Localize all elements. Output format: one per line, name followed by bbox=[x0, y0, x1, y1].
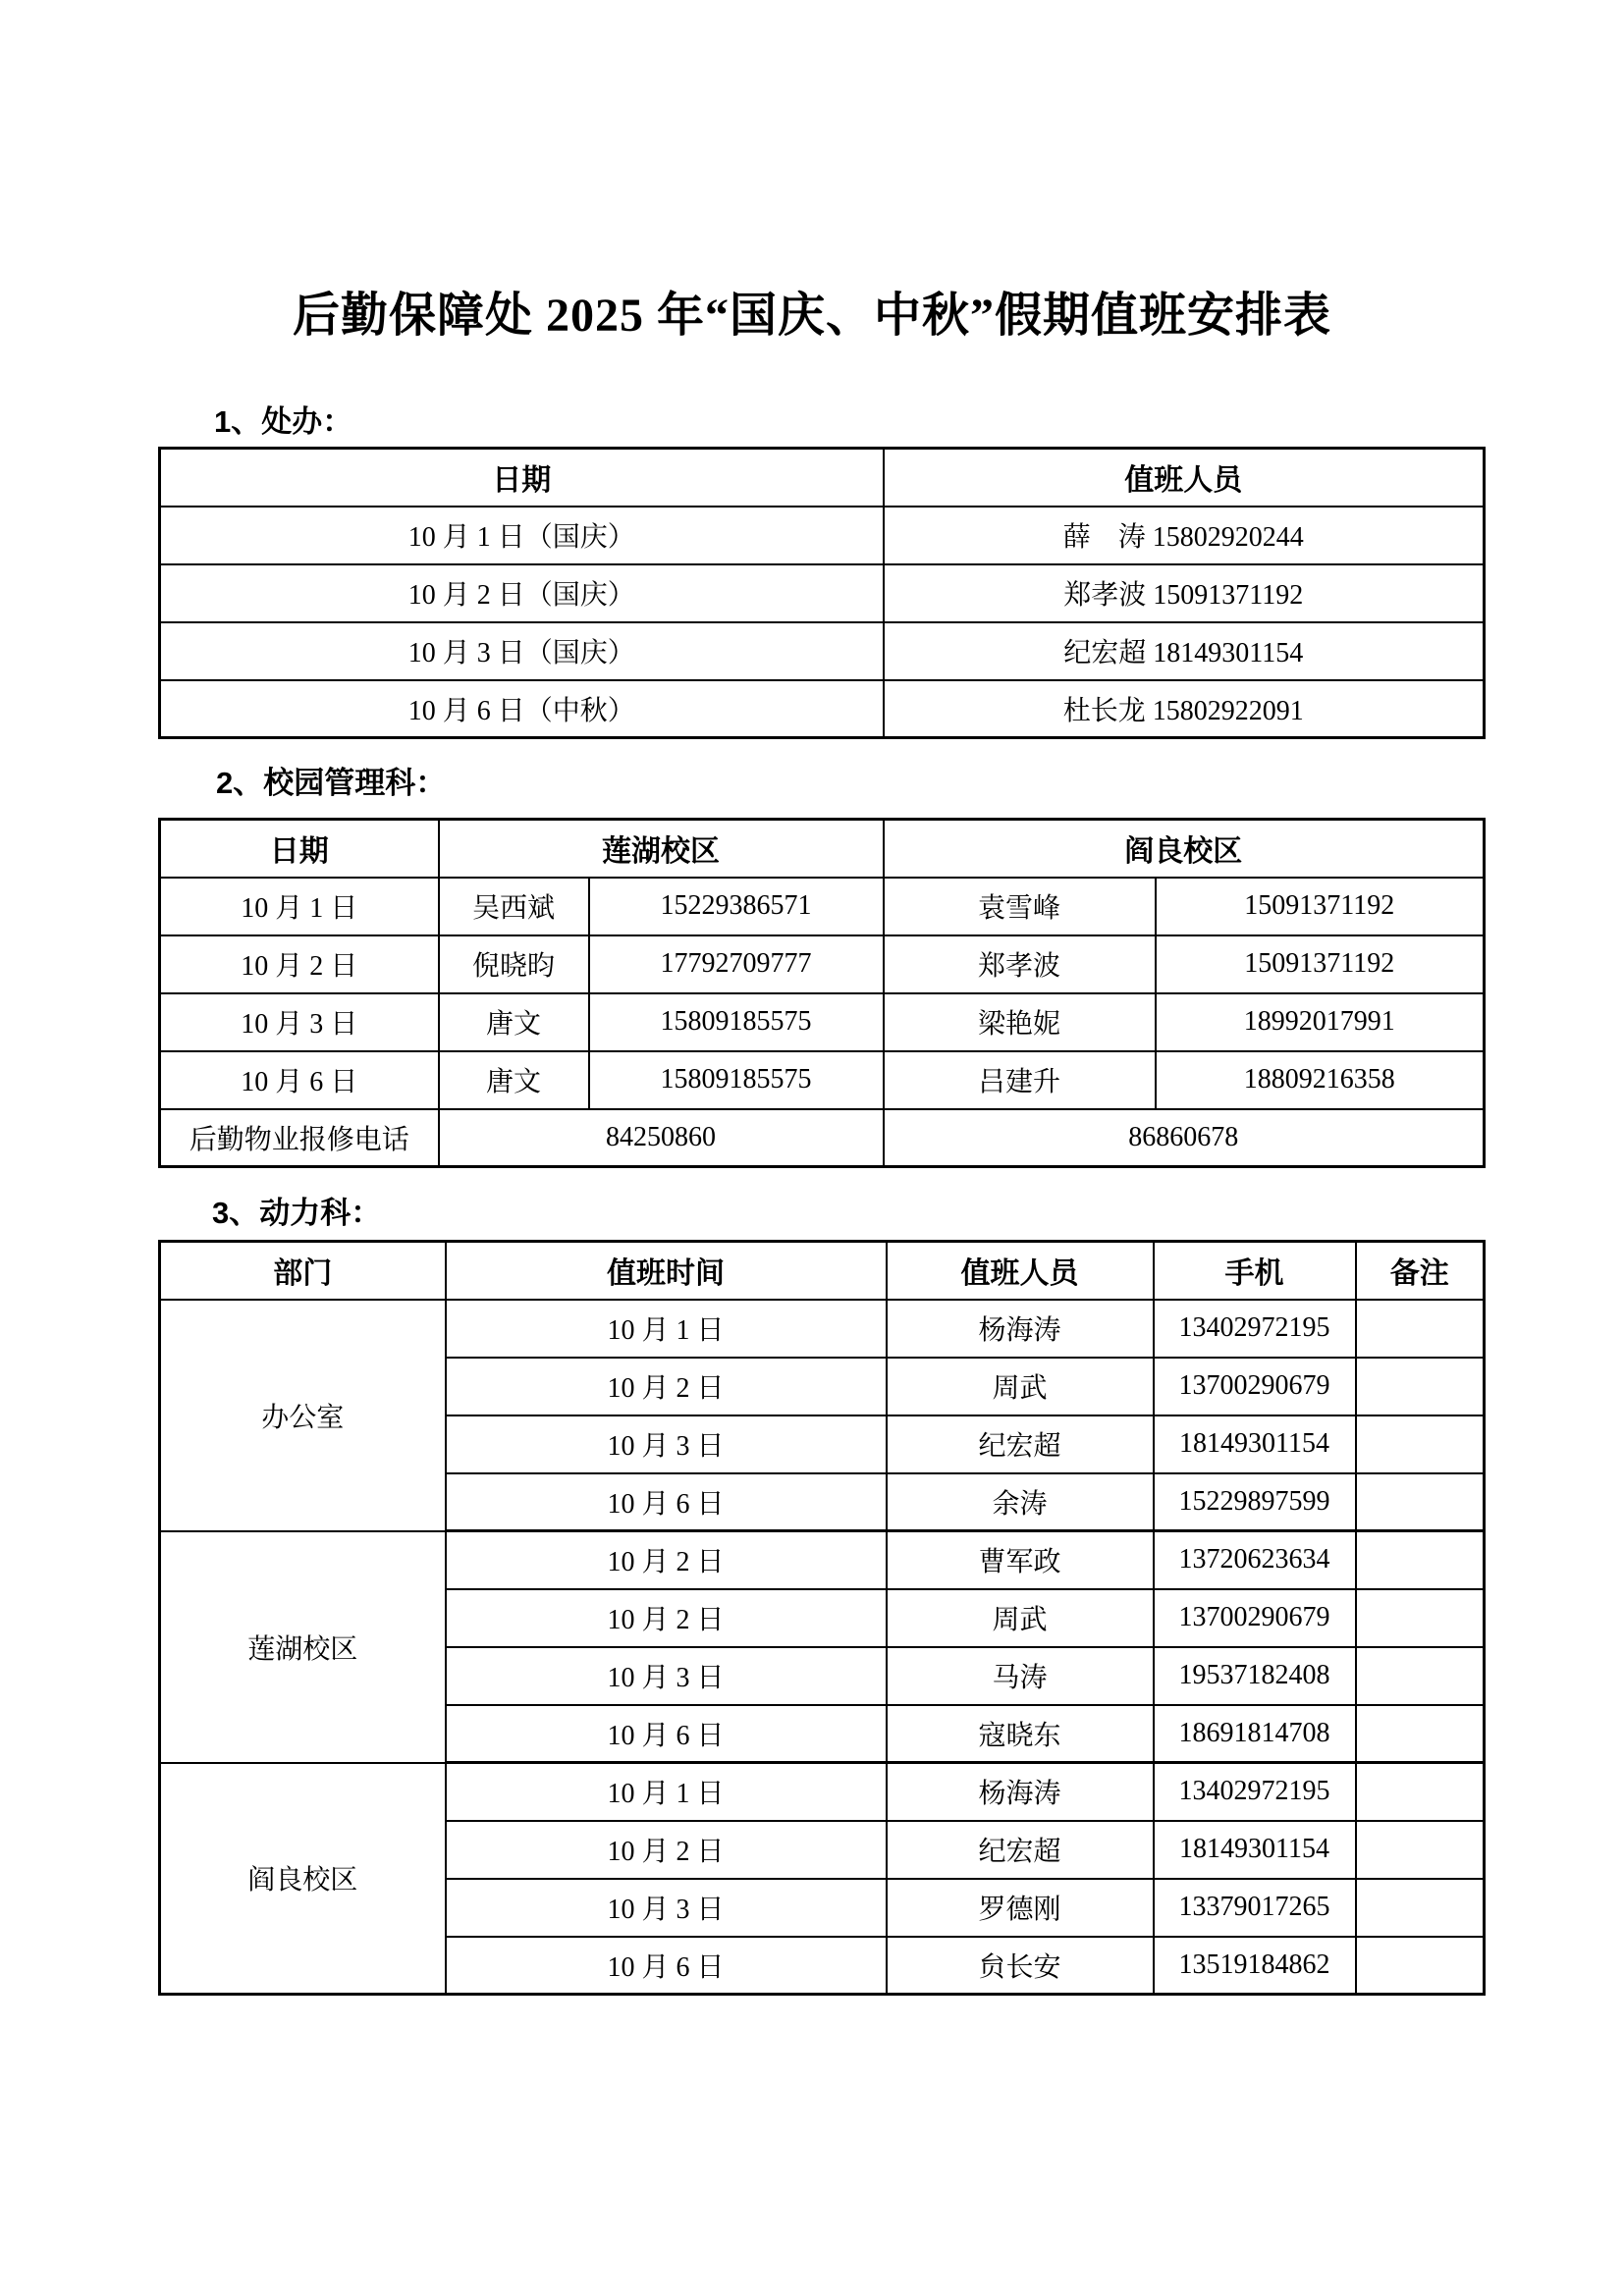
header-duty-person: 值班人员 bbox=[884, 449, 1485, 507]
date-cell: 10 月 3 日 bbox=[446, 1879, 887, 1937]
repair-hotline-row bbox=[160, 1109, 1485, 1167]
section-1-heading: 1、处办： bbox=[214, 404, 353, 439]
person-cell: 吕建升 bbox=[884, 1051, 1156, 1109]
header-yanliang-campus: 阎良校区 bbox=[884, 820, 1485, 878]
date-cell: 10 月 2 日 bbox=[160, 935, 439, 993]
remark-cell bbox=[1356, 1879, 1485, 1937]
office-duty-table bbox=[158, 447, 1486, 739]
header-duty-time: 值班时间 bbox=[446, 1242, 887, 1300]
table-row bbox=[160, 1300, 1485, 1358]
person-cell: 杨海涛 bbox=[887, 1300, 1154, 1358]
person-cell: 曹军政 bbox=[887, 1531, 1154, 1589]
phone-cell: 13700290679 bbox=[1154, 1589, 1356, 1647]
date-cell: 10 月 2 日 bbox=[446, 1358, 887, 1415]
date-cell: 10 月 2 日（国庆） bbox=[160, 564, 884, 622]
person-cell: 纪宏超 bbox=[887, 1415, 1154, 1473]
date-cell: 10 月 3 日 bbox=[160, 993, 439, 1051]
power-section-table bbox=[158, 1240, 1486, 1996]
phone-cell: 18809216358 bbox=[1156, 1051, 1485, 1109]
date-cell: 10 月 1 日（国庆） bbox=[160, 507, 884, 564]
person-phone-cell: 薛 涛 15802920244 bbox=[884, 507, 1485, 564]
header-lianhu-campus: 莲湖校区 bbox=[439, 820, 884, 878]
person-cell: 梁艳妮 bbox=[884, 993, 1156, 1051]
phone-cell: 18149301154 bbox=[1154, 1821, 1356, 1879]
phone-cell: 15809185575 bbox=[589, 1051, 884, 1109]
person-cell: 倪晓昀 bbox=[439, 935, 589, 993]
remark-cell bbox=[1356, 1705, 1485, 1763]
remark-cell bbox=[1356, 1358, 1485, 1415]
person-cell: 马涛 bbox=[887, 1647, 1154, 1705]
table-row bbox=[160, 993, 1485, 1051]
phone-cell: 18992017991 bbox=[1156, 993, 1485, 1051]
person-phone-cell: 郑孝波 15091371192 bbox=[884, 564, 1485, 622]
person-cell: 郑孝波 bbox=[884, 935, 1156, 993]
person-cell: 余涛 bbox=[887, 1473, 1154, 1531]
phone-cell: 15091371192 bbox=[1156, 935, 1485, 993]
table-header-row bbox=[160, 1242, 1485, 1300]
date-cell: 10 月 3 日（国庆） bbox=[160, 622, 884, 680]
table-header-row bbox=[160, 820, 1485, 878]
table-row bbox=[160, 935, 1485, 993]
date-cell: 10 月 1 日 bbox=[446, 1300, 887, 1358]
lianhu-hotline-cell: 84250860 bbox=[439, 1109, 884, 1167]
header-date: 日期 bbox=[160, 820, 439, 878]
phone-cell: 15809185575 bbox=[589, 993, 884, 1051]
date-cell: 10 月 2 日 bbox=[446, 1589, 887, 1647]
header-mobile: 手机 bbox=[1154, 1242, 1356, 1300]
yanliang-hotline-cell: 86860678 bbox=[884, 1109, 1485, 1167]
phone-cell: 13700290679 bbox=[1154, 1358, 1356, 1415]
person-cell: 罗德刚 bbox=[887, 1879, 1154, 1937]
remark-cell bbox=[1356, 1415, 1485, 1473]
phone-cell: 19537182408 bbox=[1154, 1647, 1356, 1705]
date-cell: 10 月 6 日 bbox=[446, 1937, 887, 1995]
document-title: 后勤保障处 2025 年“国庆、中秋”假期值班安排表 bbox=[292, 290, 1331, 342]
person-cell: 唐文 bbox=[439, 993, 589, 1051]
table-row bbox=[160, 507, 1485, 564]
phone-cell: 18149301154 bbox=[1154, 1415, 1356, 1473]
header-remark: 备注 bbox=[1356, 1242, 1485, 1300]
phone-cell: 17792709777 bbox=[589, 935, 884, 993]
person-cell: 纪宏超 bbox=[887, 1821, 1154, 1879]
date-cell: 10 月 6 日（中秋） bbox=[160, 680, 884, 738]
remark-cell bbox=[1356, 1589, 1485, 1647]
person-phone-cell: 杜长龙 15802922091 bbox=[884, 680, 1485, 738]
person-cell: 唐文 bbox=[439, 1051, 589, 1109]
section-2-heading: 2、校园管理科： bbox=[216, 766, 447, 800]
department-cell: 莲湖校区 bbox=[160, 1531, 446, 1763]
header-date: 日期 bbox=[160, 449, 884, 507]
phone-cell: 13402972195 bbox=[1154, 1763, 1356, 1821]
phone-cell: 15229897599 bbox=[1154, 1473, 1356, 1531]
phone-cell: 13379017265 bbox=[1154, 1879, 1356, 1937]
phone-cell: 15091371192 bbox=[1156, 878, 1485, 935]
remark-cell bbox=[1356, 1473, 1485, 1531]
header-department: 部门 bbox=[160, 1242, 446, 1300]
person-cell: 杨海涛 bbox=[887, 1763, 1154, 1821]
remark-cell bbox=[1356, 1531, 1485, 1589]
remark-cell bbox=[1356, 1763, 1485, 1821]
table-row bbox=[160, 622, 1485, 680]
repair-hotline-label: 后勤物业报修电话 bbox=[160, 1109, 439, 1167]
date-cell: 10 月 6 日 bbox=[160, 1051, 439, 1109]
person-cell: 吴西斌 bbox=[439, 878, 589, 935]
phone-cell: 15229386571 bbox=[589, 878, 884, 935]
date-cell: 10 月 1 日 bbox=[446, 1763, 887, 1821]
table-row bbox=[160, 564, 1485, 622]
person-cell: 周武 bbox=[887, 1358, 1154, 1415]
date-cell: 10 月 1 日 bbox=[160, 878, 439, 935]
department-cell: 办公室 bbox=[160, 1300, 446, 1531]
date-cell: 10 月 3 日 bbox=[446, 1647, 887, 1705]
campus-management-table bbox=[158, 818, 1486, 1168]
phone-cell: 13402972195 bbox=[1154, 1300, 1356, 1358]
date-cell: 10 月 6 日 bbox=[446, 1473, 887, 1531]
table-row bbox=[160, 1051, 1485, 1109]
date-cell: 10 月 6 日 bbox=[446, 1705, 887, 1763]
person-phone-cell: 纪宏超 18149301154 bbox=[884, 622, 1485, 680]
date-cell: 10 月 3 日 bbox=[446, 1415, 887, 1473]
phone-cell: 13720623634 bbox=[1154, 1531, 1356, 1589]
phone-cell: 18691814708 bbox=[1154, 1705, 1356, 1763]
header-duty-person: 值班人员 bbox=[887, 1242, 1154, 1300]
table-row bbox=[160, 1531, 1485, 1589]
person-cell: 周武 bbox=[887, 1589, 1154, 1647]
table-header-row bbox=[160, 449, 1485, 507]
date-cell: 10 月 2 日 bbox=[446, 1821, 887, 1879]
phone-cell: 13519184862 bbox=[1154, 1937, 1356, 1995]
table-row bbox=[160, 680, 1485, 738]
remark-cell bbox=[1356, 1821, 1485, 1879]
person-cell: 贠长安 bbox=[887, 1937, 1154, 1995]
date-cell: 10 月 2 日 bbox=[446, 1531, 887, 1589]
person-cell: 袁雪峰 bbox=[884, 878, 1156, 935]
remark-cell bbox=[1356, 1937, 1485, 1995]
remark-cell bbox=[1356, 1647, 1485, 1705]
table-row bbox=[160, 878, 1485, 935]
section-3-heading: 3、动力科： bbox=[212, 1196, 382, 1230]
department-cell: 阎良校区 bbox=[160, 1763, 446, 1995]
person-cell: 寇晓东 bbox=[887, 1705, 1154, 1763]
remark-cell bbox=[1356, 1300, 1485, 1358]
table-row bbox=[160, 1763, 1485, 1821]
